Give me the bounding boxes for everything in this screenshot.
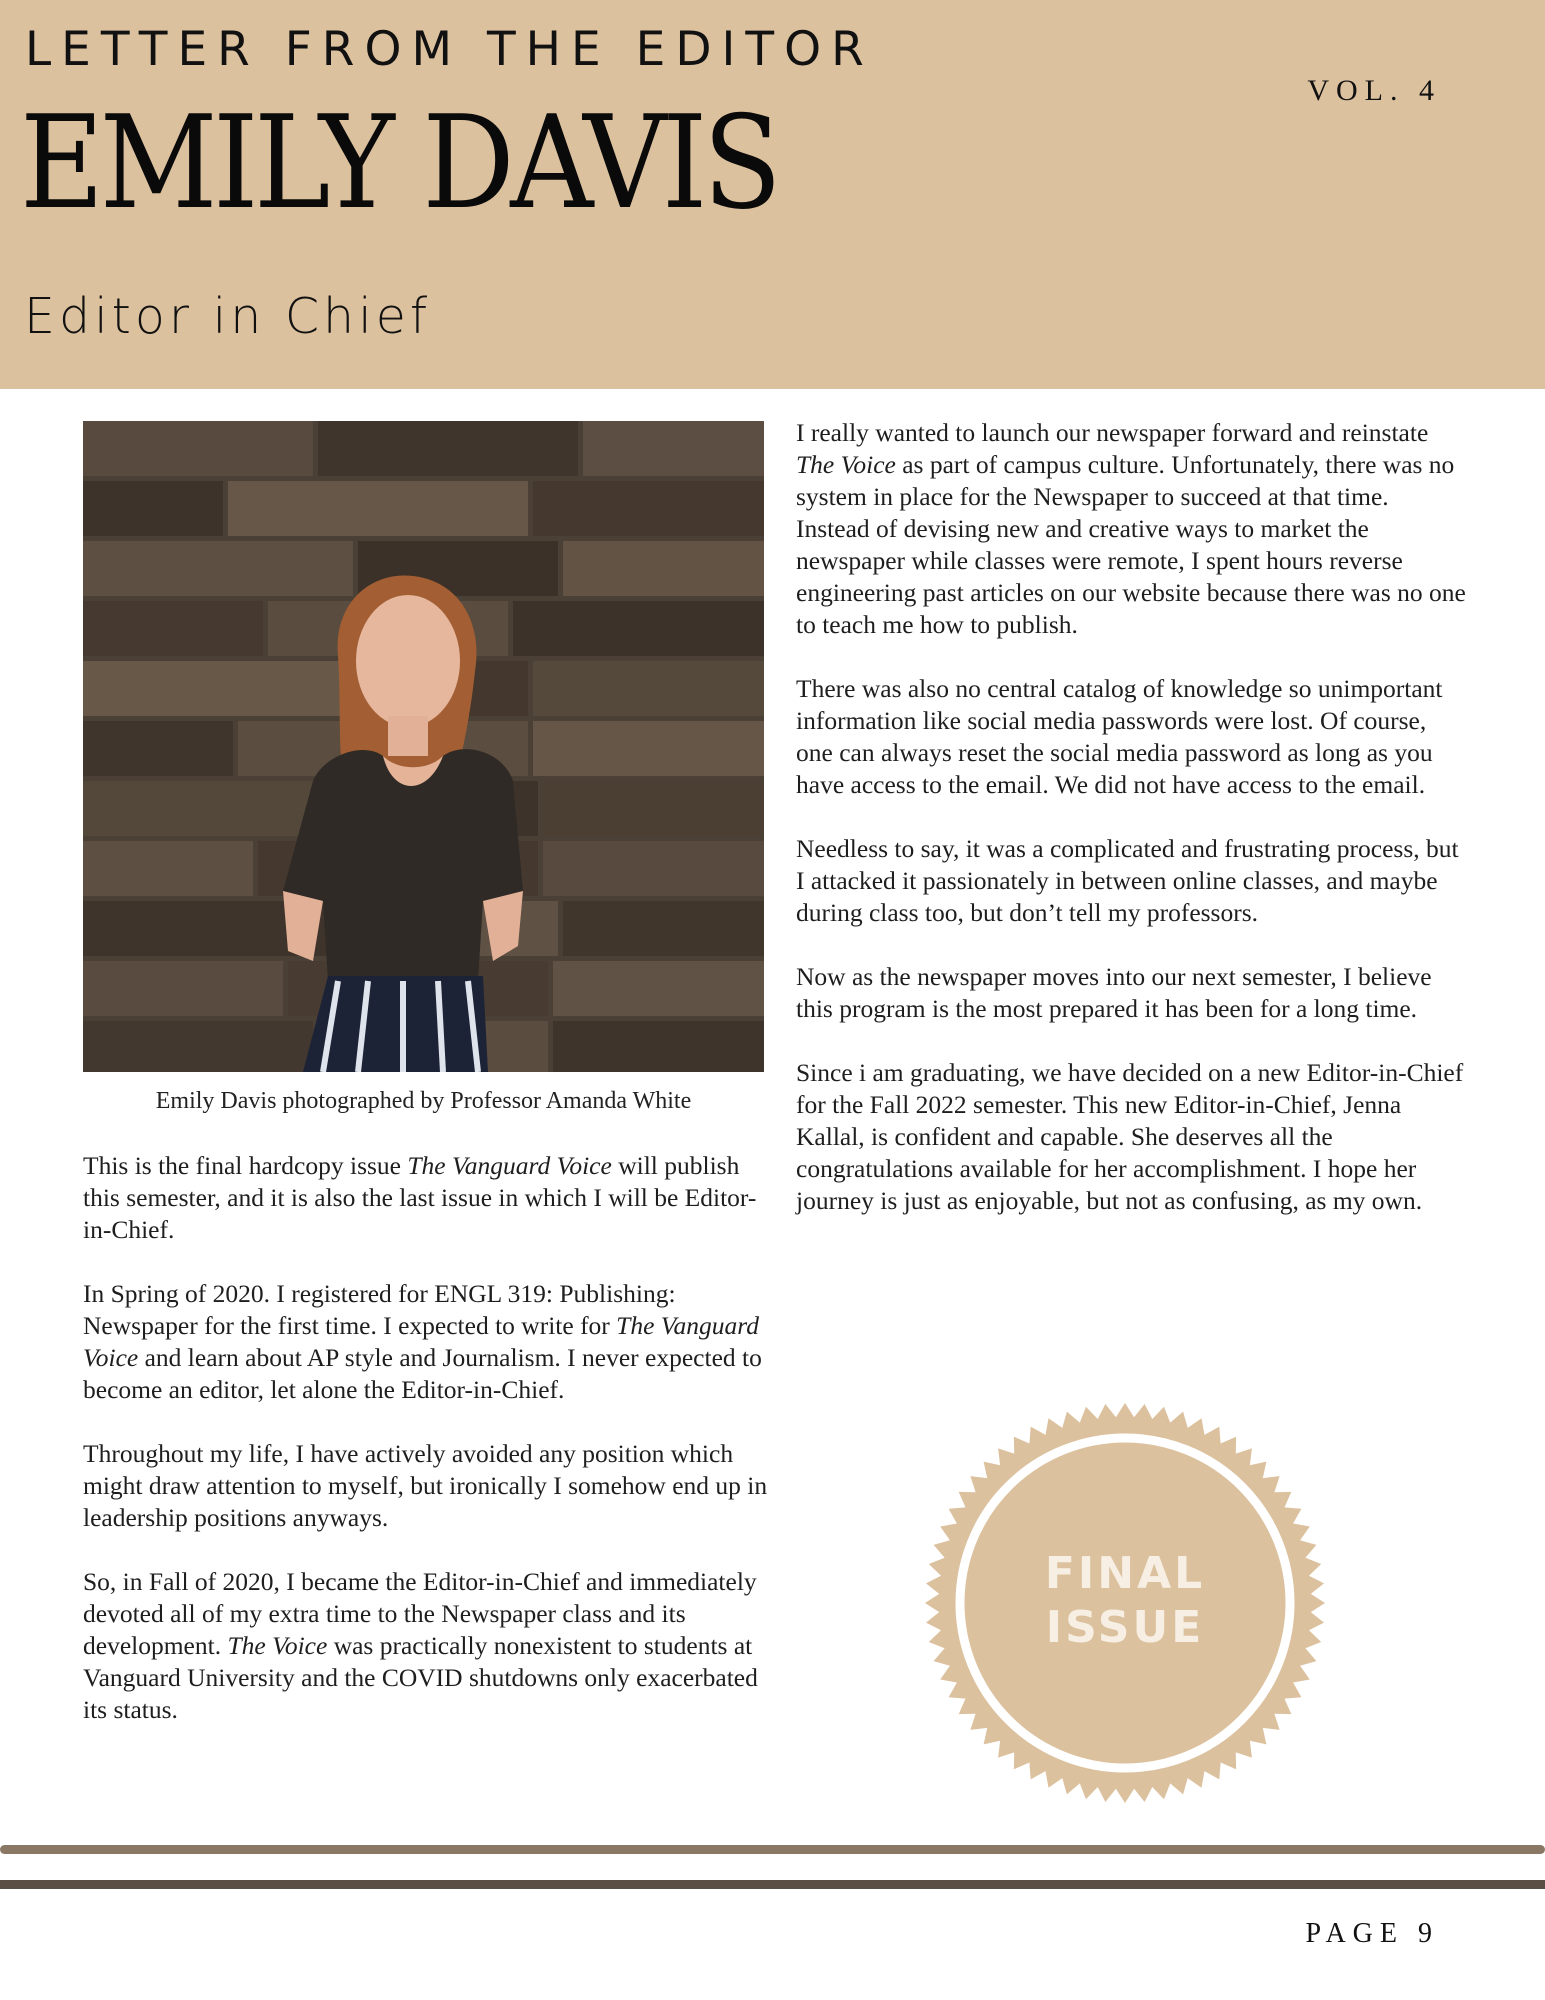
paragraph: In Spring of 2020. I registered for ENGL 319: Publishing: Newspaper for the first time. I expected to write for The Vanguard Voice and learn about AP style and Journalism. I never expected to become an editor, let alone the Editor-in-Chief.	[83, 1279, 762, 1404]
paragraph: So, in Fall of 2020, I became the Editor-in-Chief and immediately devoted all of my extra time to the Newspaper class and its development. The Voice was practically nonexistent to students at Vanguard University and the COVID shutdowns only exacerbated its status.	[83, 1567, 758, 1724]
paragraph: Throughout my life, I have actively avoided any position which might draw attention to myself, but ironically I somehow end up in leadership positions anyways.	[83, 1439, 768, 1532]
header-banner	[0, 0, 1545, 389]
paragraph: I really wanted to launch our newspaper forward and reinstate The Voice as part of campus culture. Unfortunately, there was no system in place for the Newspaper to succeed at that time. Instead of devising new and creative ways to market the newspaper while classes were remote, I spent hours reverse engineering past articles on our website because there was no one to teach me how to publish.	[796, 418, 1466, 639]
left-column	[83, 1150, 778, 1758]
footer-rule-top	[0, 1845, 1545, 1854]
paragraph: Since i am graduating, we have decided on a new Editor-in-Chief for the Fall 2022 semester. This new Editor-in-Chief, Jenna Kallal, is confident and capable. She deserves all the congratulations available for her accomplishment. I hope her journey is just as enjoyable, but not as confusing, as my own.	[796, 1058, 1464, 1215]
paragraph: Needless to say, it was a complicated and frustrating process, but I attacked it passionately in between online classes, and maybe during class too, but don’t tell my professors.	[796, 834, 1459, 927]
paragraph: Now as the newspaper moves into our next semester, I believe this program is the most prepared it has been for a long time.	[796, 962, 1432, 1023]
editor-role: Editor in Chief	[24, 288, 432, 345]
editor-name: EMILY DAVIS	[20, 89, 778, 238]
volume-label: VOL. 4	[1307, 74, 1441, 107]
right-column	[796, 417, 1466, 1249]
seal-text-2: ISSUE	[1045, 1602, 1205, 1653]
page-number: PAGE 9	[1305, 1918, 1439, 1949]
seal-text-1: FINAL	[1044, 1548, 1206, 1599]
footer-rule-bottom	[0, 1880, 1545, 1889]
photo-caption: Emily Davis photographed by Professor Amanda White	[155, 1088, 692, 1114]
final-issue-seal	[922, 1400, 1328, 1806]
paragraph: There was also no central catalog of knowledge so unimportant information like social media passwords were lost. Of course, one can always reset the social media password as long as you have access to the email. We did not have access to the email.	[796, 674, 1443, 799]
section-kicker: LETTER FROM THE EDITOR	[25, 22, 874, 77]
paragraph: This is the final hardcopy issue The Vanguard Voice will publish this semester, and it is also the last issue in which I will be Editor-in-Chief.	[83, 1151, 757, 1244]
editor-photo	[83, 421, 764, 1072]
